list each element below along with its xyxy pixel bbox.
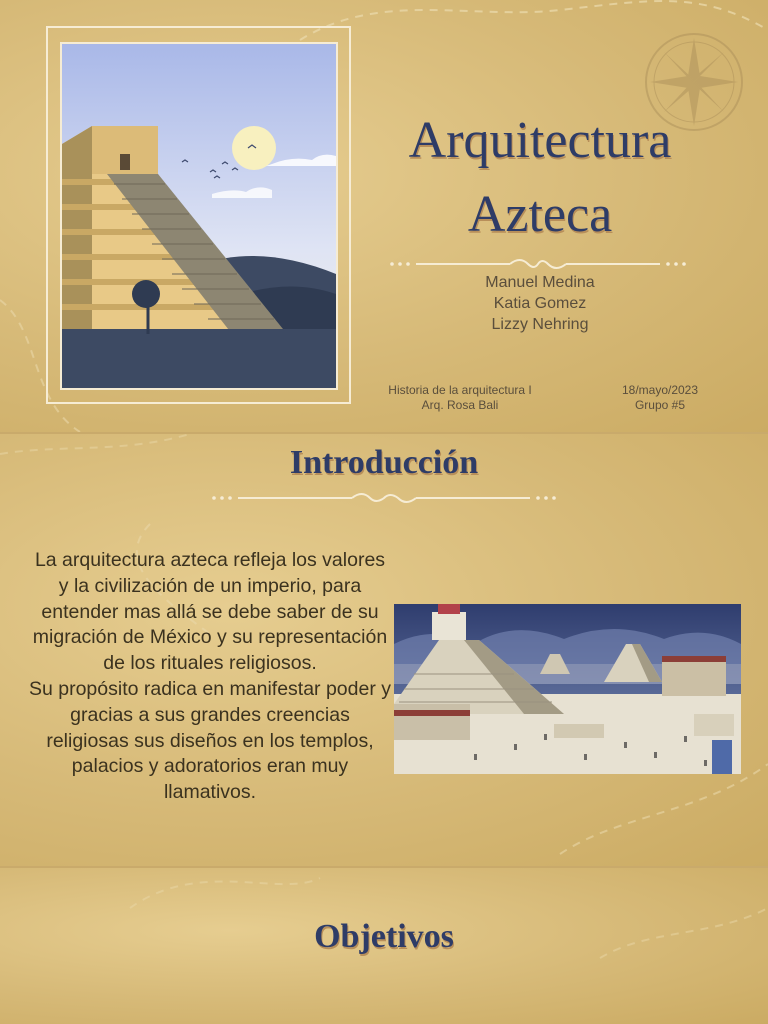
objectives-heading: Objetivos (314, 918, 454, 955)
presentation-date: 18/mayo/2023 (621, 383, 699, 397)
course-info (360, 383, 560, 413)
author-list (420, 272, 660, 335)
tenochtitlan-painting (394, 604, 741, 774)
group-number: Grupo #5 (634, 398, 686, 412)
cover-title-line1: Arquitectura (408, 112, 672, 169)
objectives-slide (0, 868, 768, 1024)
author-name: Katia Gomez (493, 295, 587, 312)
ornament-divider (388, 254, 688, 274)
course-name: Historia de la arquitectura I (388, 383, 532, 397)
intro-slide (0, 434, 768, 866)
ornament-divider (210, 488, 558, 508)
intro-paragraph: Su propósito radica en manifestar poder y gracias a sus grandes creencias religiosas sus diseños en los templos, palacios y adoratorios eran muy llamativos. (28, 677, 392, 804)
pyramid-illustration (60, 42, 338, 390)
author-name: Manuel Medina (485, 274, 595, 291)
author-name: Lizzy Nehring (491, 316, 589, 333)
cover-slide (0, 0, 768, 432)
cover-title-line2: Azteca (467, 186, 613, 243)
date-group-info (600, 383, 720, 413)
intro-heading: Introducción (289, 444, 479, 481)
intro-body (28, 548, 392, 806)
intro-paragraph: La arquitectura azteca refleja los valores y la civilización de un imperio, para entender mas allá se debe saber de su migración de México y su representación de los rituales religiosos. (32, 549, 388, 675)
professor-name: Arq. Rosa Bali (421, 398, 499, 412)
